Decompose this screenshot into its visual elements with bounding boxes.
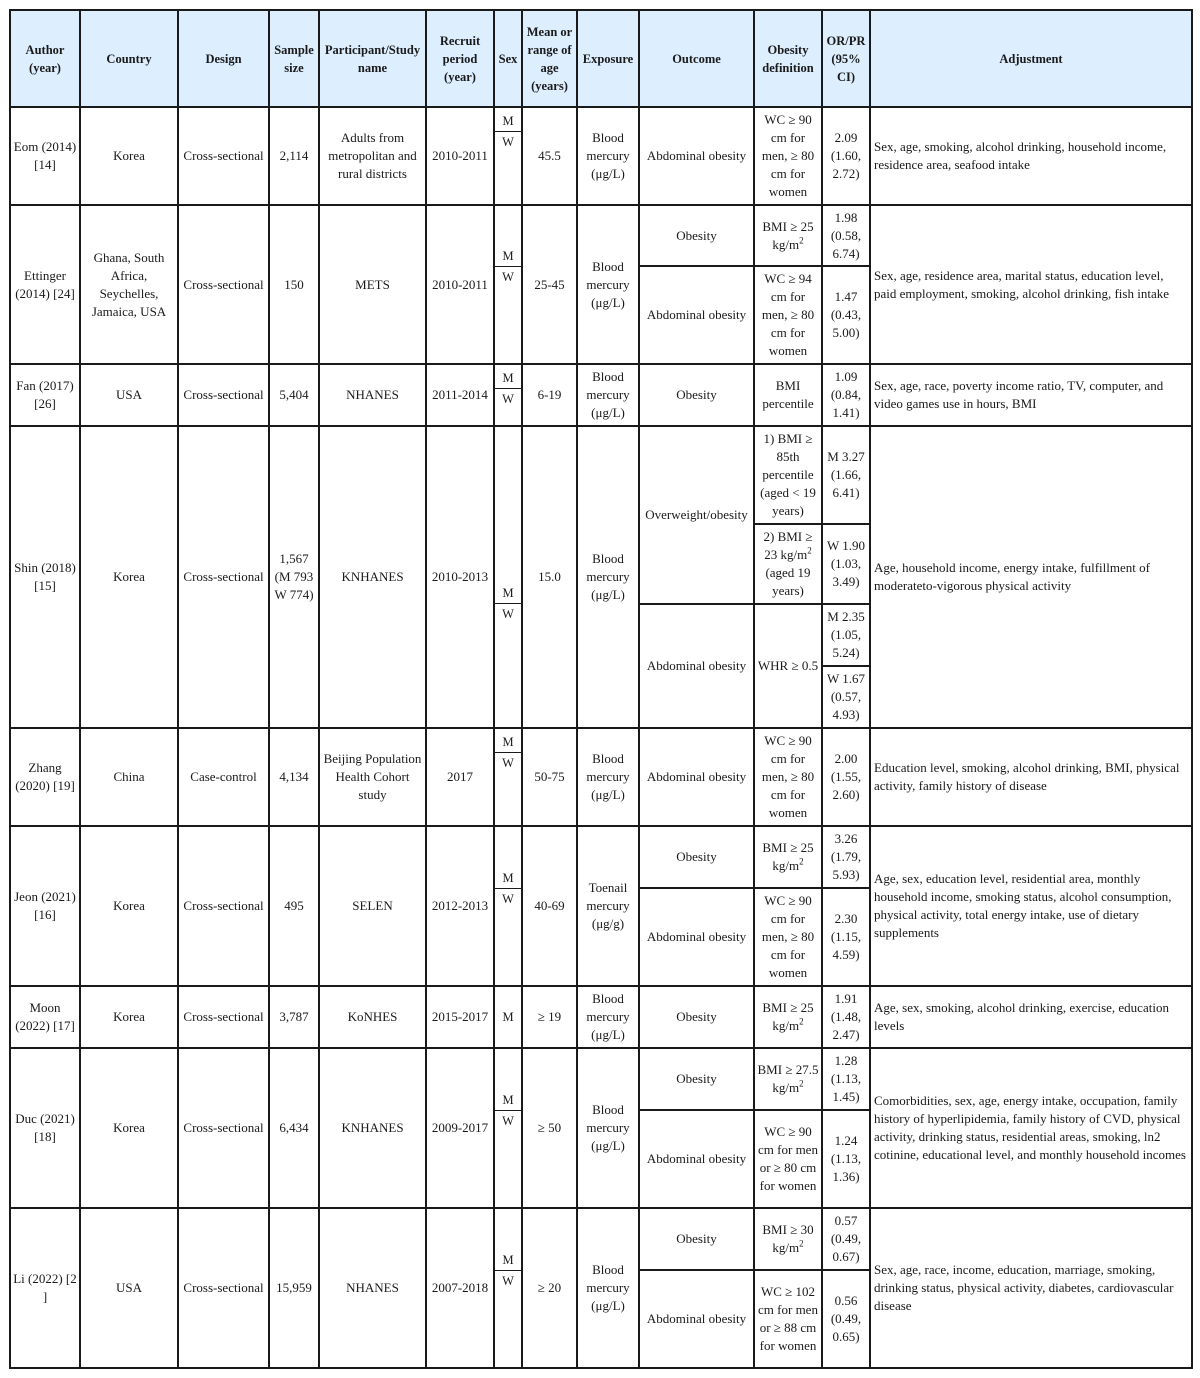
obesity-definition-cell: WC ≥ 90 cm for men, ≥ 80 cm for women xyxy=(754,888,822,986)
obesity-definition-cell: WC ≥ 90 cm for men, ≥ 80 cm for women xyxy=(754,728,822,826)
sample-size-cell: 495 xyxy=(269,826,319,986)
table-row xyxy=(10,1048,1192,1110)
table-row xyxy=(10,1208,1192,1270)
adjustment-cell: Education level, smoking, alcohol drinking, BMI, physical activity, family history of disease xyxy=(870,728,1192,826)
header-obesity-definition: Obesity definition xyxy=(754,10,822,107)
obesity-definition-cell xyxy=(754,1208,822,1270)
outcome-cell: Abdominal obesity xyxy=(639,266,754,364)
header-age: Mean or range of age (years) xyxy=(522,10,577,107)
table-row xyxy=(10,986,1192,1048)
header-row xyxy=(10,10,1192,107)
country-cell: Korea xyxy=(80,426,178,728)
obesity-definition-cell: WC ≥ 102 cm for men or ≥ 88 cm for women xyxy=(754,1270,822,1368)
or-cell: 1.28 (1.13, 1.45) xyxy=(822,1048,870,1110)
definition-text: BMI ≥ 25 kg/m xyxy=(762,840,814,873)
country-cell: China xyxy=(80,728,178,826)
table-row xyxy=(10,426,1192,524)
design-cell: Cross-sectional xyxy=(178,1048,269,1208)
obesity-definition-cell xyxy=(754,826,822,888)
design-cell: Cross-sectional xyxy=(178,205,269,364)
header-author: Author (year) xyxy=(10,10,80,107)
sex-m-cell: M xyxy=(494,826,522,888)
exposure-cell: Blood mercury (μg/L) xyxy=(577,728,639,826)
definition-text: BMI ≥ 25 kg/m xyxy=(762,218,814,252)
country-cell: USA xyxy=(80,364,178,426)
definition-text: BMI ≥ 30 kg/m xyxy=(762,1222,814,1255)
recruit-period-cell: 2010-2011 xyxy=(426,205,494,364)
author-cell: Li (2022) [2 ] xyxy=(10,1208,80,1368)
sample-size-cell: 1,567 (M 793 W 774) xyxy=(269,426,319,728)
exposure-cell: Blood mercury (μg/L) xyxy=(577,205,639,364)
or-cell: 3.26 (1.79, 5.93) xyxy=(822,826,870,888)
superscript: 2 xyxy=(799,1016,804,1027)
exposure-cell: Blood mercury (μg/L) xyxy=(577,107,639,205)
superscript: 2 xyxy=(807,545,812,556)
obesity-definition-cell: 1) BMI ≥ 85th percentile (aged < 19 years) xyxy=(754,426,822,524)
recruit-period-cell: 2012-2013 xyxy=(426,826,494,986)
participant-cell: METS xyxy=(319,205,426,364)
country-cell: Korea xyxy=(80,826,178,986)
author-cell: Moon (2022) [17] xyxy=(10,986,80,1048)
sex-w-cell: W xyxy=(494,603,522,728)
or-cell: 1.24 (1.13, 1.36) xyxy=(822,1110,870,1208)
sex-w-cell: W xyxy=(494,752,522,826)
sex-w-cell: W xyxy=(494,131,522,205)
or-cell: 2.30 (1.15, 4.59) xyxy=(822,888,870,986)
sex-m-cell: M xyxy=(494,426,522,603)
header-participant: Participant/Study name xyxy=(319,10,426,107)
sex-w-cell: W xyxy=(494,888,522,986)
outcome-cell: Abdominal obesity xyxy=(639,728,754,826)
or-cell: M 3.27 (1.66, 6.41) xyxy=(822,426,870,524)
participant-cell: SELEN xyxy=(319,826,426,986)
age-cell: 50-75 xyxy=(522,728,577,826)
header-outcome: Outcome xyxy=(639,10,754,107)
exposure-cell: Blood mercury (μg/L) xyxy=(577,364,639,426)
outcome-cell: Abdominal obesity xyxy=(639,1110,754,1208)
adjustment-cell: Sex, age, residence area, marital status, education level, paid employment, smoking, alcohol drinking, fish intake xyxy=(870,205,1192,364)
or-cell: 2.09 (1.60, 2.72) xyxy=(822,107,870,205)
sex-w-cell: W xyxy=(494,388,522,426)
adjustment-cell: Sex, age, smoking, alcohol drinking, household income, residence area, seafood intake xyxy=(870,107,1192,205)
design-cell: Cross-sectional xyxy=(178,107,269,205)
recruit-period-cell: 2007-2018 xyxy=(426,1208,494,1368)
participant-cell: Adults from metropolitan and rural districts xyxy=(319,107,426,205)
or-cell: 1.98 (0.58, 6.74) xyxy=(822,205,870,266)
sample-size-cell: 150 xyxy=(269,205,319,364)
outcome-cell: Obesity xyxy=(639,1048,754,1110)
or-cell: 1.47 (0.43, 5.00) xyxy=(822,266,870,364)
participant-cell: KNHANES xyxy=(319,426,426,728)
recruit-period-cell: 2011-2014 xyxy=(426,364,494,426)
definition-text: (aged 19 years) xyxy=(765,565,811,598)
sample-size-cell: 4,134 xyxy=(269,728,319,826)
or-cell: M 2.35 (1.05, 5.24) xyxy=(822,604,870,666)
adjustment-cell: Sex, age, race, income, education, marriage, smoking, drinking status, physical activity, diabetes, cardiovascular disease xyxy=(870,1208,1192,1368)
or-cell: W 1.67 (0.57, 4.93) xyxy=(822,666,870,728)
study-characteristics-table xyxy=(9,9,1193,1369)
outcome-cell: Abdominal obesity xyxy=(639,604,754,728)
age-cell: ≥ 20 xyxy=(522,1208,577,1368)
sample-size-cell: 3,787 xyxy=(269,986,319,1048)
country-cell: Korea xyxy=(80,107,178,205)
obesity-definition-cell: WC ≥ 90 cm for men, ≥ 80 cm for women xyxy=(754,107,822,205)
adjustment-cell: Comorbidities, sex, age, energy intake, occupation, family history of hyperlipidemia, family history of CVD, physical activity, drinking status, residential areas, smoking, ln2 cotinine, educational level, and monthly household incomes xyxy=(870,1048,1192,1208)
outcome-cell: Obesity xyxy=(639,986,754,1048)
header-recruit-period: Recruit period (year) xyxy=(426,10,494,107)
sex-w-cell: W xyxy=(494,266,522,364)
outcome-cell: Obesity xyxy=(639,826,754,888)
sample-size-cell: 2,114 xyxy=(269,107,319,205)
table-row xyxy=(10,107,1192,131)
age-cell: ≥ 19 xyxy=(522,986,577,1048)
country-cell: Ghana, South Africa, Seychelles, Jamaica, USA xyxy=(80,205,178,364)
age-cell: 6-19 xyxy=(522,364,577,426)
obesity-definition-cell xyxy=(754,524,822,604)
sex-cell: M xyxy=(494,986,522,1048)
obesity-definition-cell: WC ≥ 94 cm for men, ≥ 80 cm for women xyxy=(754,266,822,364)
definition-text: 2) BMI ≥ 23 kg/m xyxy=(763,529,813,562)
design-cell: Cross-sectional xyxy=(178,826,269,986)
outcome-cell: Overweight/obesity xyxy=(639,426,754,604)
obesity-definition-cell: WHR ≥ 0.5 xyxy=(754,604,822,728)
superscript: 2 xyxy=(799,1078,804,1089)
design-cell: Cross-sectional xyxy=(178,364,269,426)
age-cell: 45.5 xyxy=(522,107,577,205)
or-cell: 1.91 (1.48, 2.47) xyxy=(822,986,870,1048)
header-sex: Sex xyxy=(494,10,522,107)
header-country: Country xyxy=(80,10,178,107)
design-cell: Cross-sectional xyxy=(178,1208,269,1368)
author-cell: Duc (2021) [18] xyxy=(10,1048,80,1208)
sample-size-cell: 5,404 xyxy=(269,364,319,426)
design-cell: Cross-sectional xyxy=(178,986,269,1048)
sex-m-cell: M xyxy=(494,364,522,388)
definition-text: BMI ≥ 25 kg/m xyxy=(762,1000,814,1033)
author-cell: Fan (2017) [26] xyxy=(10,364,80,426)
header-sample-size: Sample size xyxy=(269,10,319,107)
obesity-definition-cell xyxy=(754,986,822,1048)
country-cell: USA xyxy=(80,1208,178,1368)
exposure-cell: Blood mercury (μg/L) xyxy=(577,1048,639,1208)
author-cell: Ettinger (2014) [24] xyxy=(10,205,80,364)
design-cell: Case-control xyxy=(178,728,269,826)
sex-w-cell: W xyxy=(494,1270,522,1368)
sex-m-cell: M xyxy=(494,107,522,131)
adjustment-cell: Age, sex, smoking, alcohol drinking, exercise, education levels xyxy=(870,986,1192,1048)
table-row xyxy=(10,826,1192,888)
or-cell: 2.00 (1.55, 2.60) xyxy=(822,728,870,826)
adjustment-cell: Sex, age, race, poverty income ratio, TV, computer, and video games use in hours, BMI xyxy=(870,364,1192,426)
header-or-pr: OR/PR (95% CI) xyxy=(822,10,870,107)
obesity-definition-cell: WC ≥ 90 cm for men or ≥ 80 cm for women xyxy=(754,1110,822,1208)
table-row xyxy=(10,364,1192,388)
author-cell: Jeon (2021) [16] xyxy=(10,826,80,986)
obesity-definition-cell: BMI percentile xyxy=(754,364,822,426)
superscript: 2 xyxy=(799,235,804,246)
definition-text: BMI ≥ 27.5 kg/m xyxy=(757,1062,819,1095)
design-cell: Cross-sectional xyxy=(178,426,269,728)
age-cell: ≥ 50 xyxy=(522,1048,577,1208)
or-cell: 0.57 (0.49, 0.67) xyxy=(822,1208,870,1270)
outcome-cell: Abdominal obesity xyxy=(639,888,754,986)
country-cell: Korea xyxy=(80,1048,178,1208)
header-design: Design xyxy=(178,10,269,107)
author-cell: Eom (2014) [14] xyxy=(10,107,80,205)
superscript: 2 xyxy=(799,1238,804,1249)
participant-cell: NHANES xyxy=(319,364,426,426)
sex-m-cell: M xyxy=(494,728,522,752)
or-cell: 1.09 (0.84, 1.41) xyxy=(822,364,870,426)
table-row xyxy=(10,205,1192,266)
sample-size-cell: 6,434 xyxy=(269,1048,319,1208)
country-cell: Korea xyxy=(80,986,178,1048)
outcome-cell: Obesity xyxy=(639,364,754,426)
header-adjustment: Adjustment xyxy=(870,10,1192,107)
participant-cell: NHANES xyxy=(319,1208,426,1368)
header-exposure: Exposure xyxy=(577,10,639,107)
recruit-period-cell: 2010-2011 xyxy=(426,107,494,205)
age-cell: 15.0 xyxy=(522,426,577,728)
recruit-period-cell: 2015-2017 xyxy=(426,986,494,1048)
or-cell: W 1.90 (1.03, 3.49) xyxy=(822,524,870,604)
adjustment-cell: Age, household income, energy intake, fulfillment of moderateto-vigorous physical activity xyxy=(870,426,1192,728)
outcome-cell: Obesity xyxy=(639,1208,754,1270)
sex-m-cell: M xyxy=(494,205,522,266)
sex-w-cell: W xyxy=(494,1110,522,1208)
author-cell: Zhang (2020) [19] xyxy=(10,728,80,826)
sex-m-cell: M xyxy=(494,1208,522,1270)
participant-cell: KNHANES xyxy=(319,1048,426,1208)
exposure-cell: Toenail mercury (μg/g) xyxy=(577,826,639,986)
outcome-cell: Abdominal obesity xyxy=(639,1270,754,1368)
recruit-period-cell: 2009-2017 xyxy=(426,1048,494,1208)
exposure-cell: Blood mercury (μg/L) xyxy=(577,986,639,1048)
table-row xyxy=(10,728,1192,752)
outcome-cell: Abdominal obesity xyxy=(639,107,754,205)
adjustment-cell: Age, sex, education level, residential area, monthly household income, smoking status, alcohol consumption, physical activity, total energy intake, use of dietary supplements xyxy=(870,826,1192,986)
age-cell: 40-69 xyxy=(522,826,577,986)
author-cell: Shin (2018) [15] xyxy=(10,426,80,728)
recruit-period-cell: 2017 xyxy=(426,728,494,826)
recruit-period-cell: 2010-2013 xyxy=(426,426,494,728)
outcome-cell: Obesity xyxy=(639,205,754,266)
sex-m-cell: M xyxy=(494,1048,522,1110)
sample-size-cell: 15,959 xyxy=(269,1208,319,1368)
or-cell: 0.56 (0.49, 0.65) xyxy=(822,1270,870,1368)
age-cell: 25-45 xyxy=(522,205,577,364)
obesity-definition-cell xyxy=(754,205,822,266)
exposure-cell: Blood mercury (μg/L) xyxy=(577,1208,639,1368)
participant-cell: KoNHES xyxy=(319,986,426,1048)
superscript: 2 xyxy=(799,856,804,867)
participant-cell: Beijing Population Health Cohort study xyxy=(319,728,426,826)
exposure-cell: Blood mercury (μg/L) xyxy=(577,426,639,728)
obesity-definition-cell xyxy=(754,1048,822,1110)
